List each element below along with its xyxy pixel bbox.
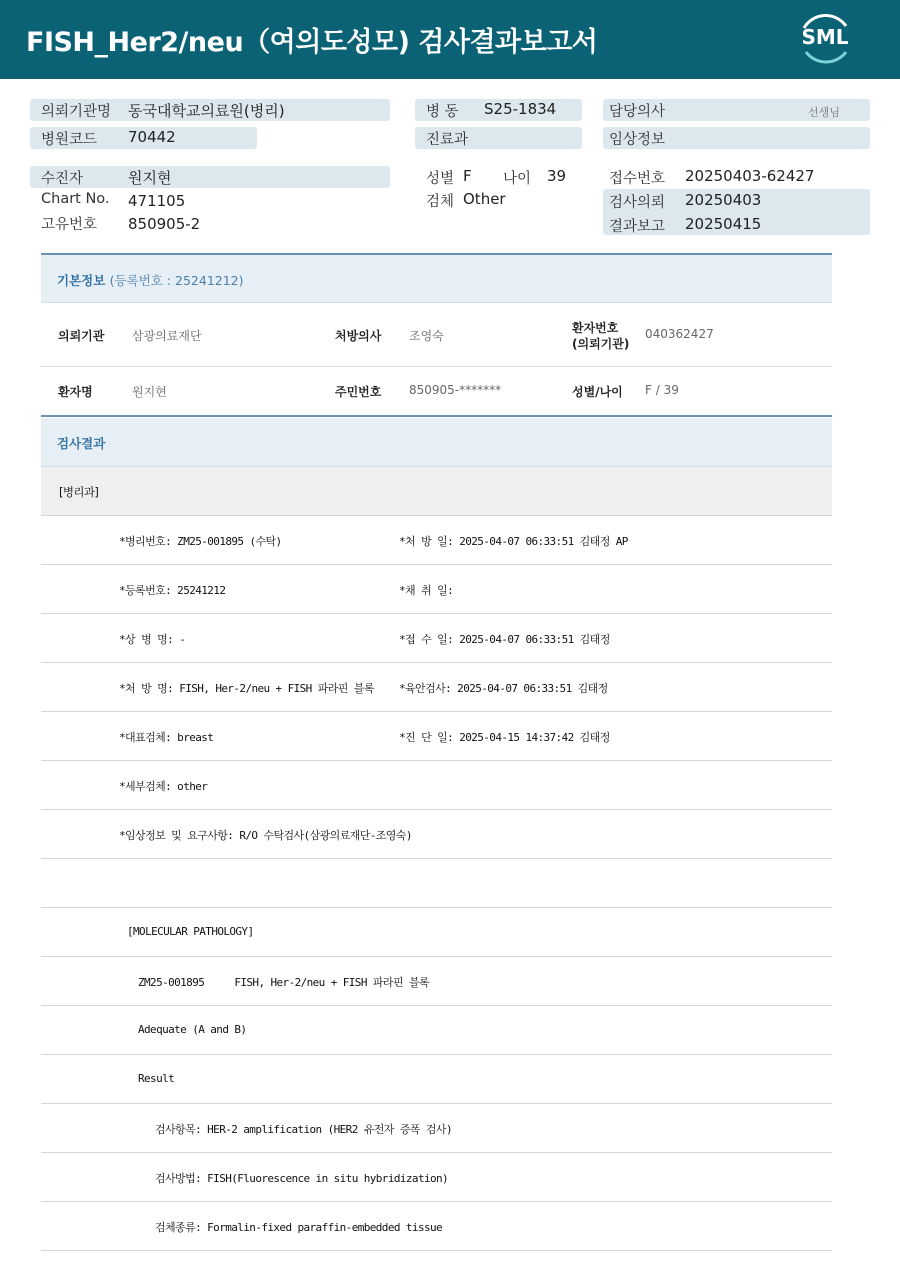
- name-pill: [30, 166, 390, 188]
- logo-text: SML: [801, 25, 849, 49]
- request-value: 20250403: [685, 191, 762, 209]
- results-dept-row: [41, 467, 832, 516]
- results-heading: 검사결과: [57, 436, 106, 451]
- molecular-text: 검사항목: HER-2 amplification (HER2 유전자 증폭 검사): [155, 1123, 452, 1136]
- result-left: *처 방 명: FISH, Her-2/neu + FISH 파라핀 블록: [119, 682, 374, 695]
- uid-value: 850905-2: [128, 215, 201, 233]
- hospital-value: 동국대학교의료원(병리): [128, 102, 285, 120]
- result-row: [41, 516, 832, 565]
- result-row-empty: [41, 859, 832, 908]
- molecular-row: [41, 957, 832, 1006]
- report-label: 결과보고: [609, 219, 666, 235]
- sml-logo: [796, 12, 854, 66]
- patient-name-val: 원지현: [132, 385, 167, 399]
- molecular-row: [41, 1006, 832, 1055]
- hospital-code-label: 병원코드: [41, 132, 98, 148]
- receipt-label: 접수번호: [609, 171, 666, 187]
- ward-label: 병 동: [426, 104, 459, 120]
- hospital-key: 의뢰기관: [58, 329, 105, 343]
- chart-value: 471105: [128, 192, 186, 210]
- basic-info-row-2: [41, 367, 832, 417]
- receipt-value: 20250403-62427: [685, 167, 815, 185]
- result-row: [41, 565, 832, 614]
- doctor-label: 담당의사: [609, 104, 666, 120]
- result-left: *등록번호: 25241212: [119, 584, 226, 597]
- sex-value: F: [463, 167, 472, 185]
- molecular-row: [41, 1153, 832, 1202]
- result-right: *육안검사: 2025-04-07 06:33:51 김태정: [399, 682, 608, 695]
- result-row: [41, 712, 832, 761]
- sex-label: 성별: [426, 171, 455, 187]
- rrn-key: 주민번호: [335, 385, 382, 399]
- molecular-text: [MOLECULAR PATHOLOGY]: [127, 925, 254, 938]
- age-value: 39: [547, 167, 567, 185]
- molecular-row: [41, 1104, 832, 1153]
- hospital-val: 삼광의료재단: [132, 329, 202, 343]
- prescriber-key: 처방의사: [335, 329, 382, 343]
- result-right: *접 수 일: 2025-04-07 06:33:51 김태정: [399, 633, 610, 646]
- result-row: [41, 761, 832, 810]
- molecular-row: [41, 1202, 832, 1251]
- prescriber-val: 조영숙: [409, 329, 444, 343]
- molecular-text: Result: [138, 1072, 175, 1085]
- patient-no-key-sub: (의뢰기관): [572, 337, 630, 351]
- molecular-row: [41, 1055, 832, 1104]
- dept-label: 진료과: [426, 132, 469, 148]
- basic-info-row-1: [41, 303, 832, 367]
- basic-info-title: [57, 271, 244, 289]
- header-bar: [0, 0, 900, 79]
- molecular-text: Adequate (A and B): [138, 1023, 247, 1036]
- results-header: [41, 418, 832, 467]
- patient-name-key: 환자명: [58, 385, 93, 399]
- specimen-label: 검체: [426, 194, 455, 210]
- hospital-code-value: 70442: [128, 128, 176, 146]
- result-right: *채 취 일:: [399, 584, 454, 597]
- request-label: 검사의뢰: [609, 195, 666, 211]
- sex-age-val: F / 39: [645, 383, 679, 397]
- results-dept: [병리과]: [59, 485, 99, 499]
- uid-label: 고유번호: [41, 217, 98, 233]
- molecular-text: 검사방법: FISH(Fluorescence in situ hybridization): [155, 1172, 449, 1185]
- result-row: [41, 663, 832, 712]
- molecular-text: 검체종류: Formalin-fixed paraffin-embedded tissue: [155, 1221, 443, 1234]
- result-left: *세부검체: other: [119, 780, 208, 793]
- hospital-label: 의뢰기관명: [41, 104, 112, 120]
- report-title: FISH_Her2/neu（여의도성모) 검사결과보고서: [26, 27, 598, 58]
- age-label: 나이: [503, 171, 532, 187]
- molecular-text: ZM25-001895 FISH, Her-2/neu + FISH 파라핀 블록: [138, 976, 430, 989]
- report-value: 20250415: [685, 215, 762, 233]
- specimen-value: Other: [463, 190, 506, 208]
- result-left: *대표검체: breast: [119, 731, 214, 744]
- result-left: *병리번호: ZM25-001895 (수탁): [119, 535, 282, 548]
- result-row: [41, 614, 832, 663]
- molecular-row: [41, 908, 832, 957]
- name-label: 수진자: [41, 171, 84, 187]
- ward-value: S25-1834: [484, 100, 557, 118]
- doctor-suffix: 선생님: [808, 106, 840, 119]
- patient-no-val: 040362427: [645, 327, 714, 341]
- result-right: *처 방 일: 2025-04-07 06:33:51 김태정 AP: [399, 535, 628, 548]
- result-row: [41, 810, 832, 859]
- result-right: *진 단 일: 2025-04-15 14:37:42 김태정: [399, 731, 610, 744]
- basic-info-header: [41, 253, 832, 303]
- basic-info-reg-note: (등록번호 : 25241212): [109, 273, 244, 288]
- basic-info-heading: 기본정보: [57, 273, 106, 288]
- rrn-val: 850905-*******: [409, 383, 502, 397]
- patient-no-key: 환자번호: [572, 321, 619, 335]
- sex-age-key: 성별/나이: [572, 385, 623, 399]
- result-left: *임상정보 및 요구사항: R/O 수탁검사(삼광의료재단-조영숙): [119, 829, 412, 842]
- name-value: 원지현: [128, 169, 172, 187]
- chart-label: Chart No.: [41, 191, 110, 207]
- result-left: *상 병 명: -: [119, 633, 186, 646]
- clinical-label: 임상정보: [609, 132, 666, 148]
